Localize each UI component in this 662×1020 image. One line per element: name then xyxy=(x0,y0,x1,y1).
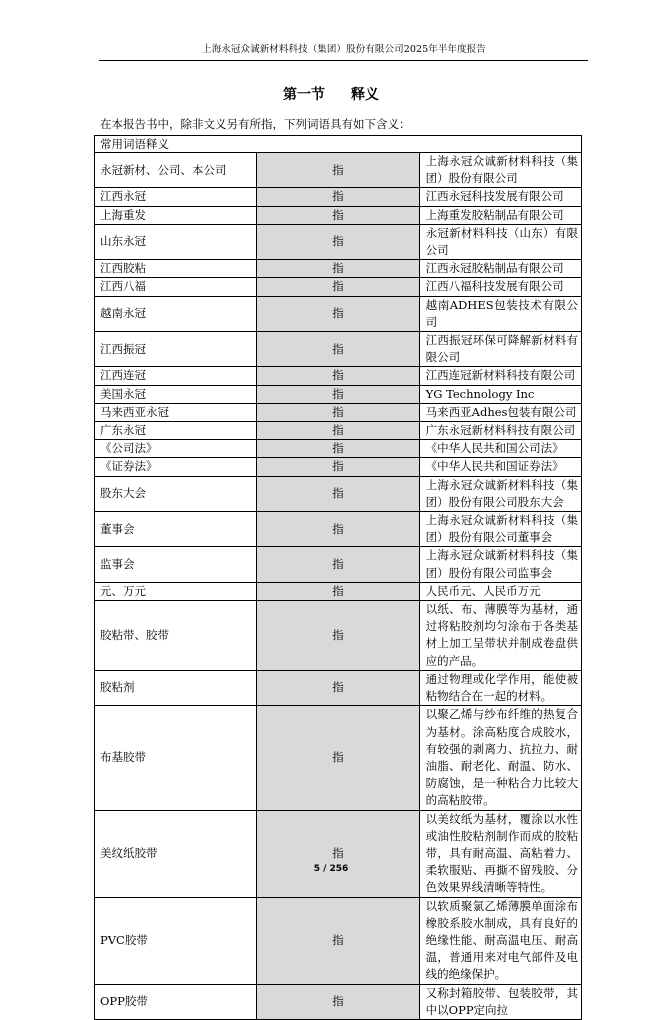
term-cell: 美国永冠 xyxy=(95,385,257,403)
term-cell: 董事会 xyxy=(95,512,257,547)
definition-cell: 江西永冠科技发展有限公司 xyxy=(419,188,581,206)
definition-cell: 通过物理或化学作用，能使被粘物结合在一起的材料。 xyxy=(419,670,581,705)
definition-cell: 广东永冠新材料科技有限公司 xyxy=(419,422,581,440)
intro-text: 在本报告书中，除非文义另有所指，下列词语具有如下含义： xyxy=(100,117,411,131)
table-row xyxy=(95,984,582,1019)
ref-cell: 指 xyxy=(257,385,419,403)
table-row xyxy=(95,440,582,458)
table-row xyxy=(95,897,582,984)
definitions-table xyxy=(94,135,582,1020)
term-cell: PVC胶带 xyxy=(95,897,257,984)
definition-cell: 《中华人民共和国证券法》 xyxy=(419,458,581,476)
definition-cell: 又称封箱胶带、包装胶带，其中以OPP定向拉 xyxy=(419,984,581,1019)
table-row xyxy=(95,458,582,476)
table-row xyxy=(95,547,582,582)
ref-cell: 指 xyxy=(257,224,419,259)
definition-cell: 越南ADHES包装技术有限公司 xyxy=(419,296,581,331)
term-cell: 美纹纸胶带 xyxy=(95,810,257,897)
definition-cell: 以美纹纸为基材，覆涂以水性或油性胶粘剂制作而成的胶粘带，具有耐高温、高粘着力、柔软服贴、再撕不留残胶、分色效果界线清晰等特性。 xyxy=(419,810,581,897)
definition-cell: 上海永冠众诚新材料科技（集团）股份有限公司 xyxy=(419,153,581,188)
table-row xyxy=(95,188,582,206)
ref-cell: 指 xyxy=(257,582,419,600)
ref-cell: 指 xyxy=(257,153,419,188)
page-header: 上海永冠众诚新材料科技（集团）股份有限公司2025年半年度报告 xyxy=(202,44,486,55)
term-cell: 马来西亚永冠 xyxy=(95,403,257,421)
term-cell: OPP胶带 xyxy=(95,984,257,1019)
term-cell: 山东永冠 xyxy=(95,224,257,259)
term-cell: 广东永冠 xyxy=(95,422,257,440)
ref-cell: 指 xyxy=(257,897,419,984)
definition-cell: 江西连冠新材料科技有限公司 xyxy=(419,367,581,385)
ref-cell: 指 xyxy=(257,278,419,296)
table-row xyxy=(95,260,582,278)
table-row xyxy=(95,706,582,810)
definition-cell: 《中华人民共和国公司法》 xyxy=(419,440,581,458)
table-row xyxy=(95,224,582,259)
term-cell: 《公司法》 xyxy=(95,440,257,458)
term-cell: 布基胶带 xyxy=(95,706,257,810)
table-row xyxy=(95,278,582,296)
definition-cell: 马来西亚Adhes包装有限公司 xyxy=(419,403,581,421)
ref-cell: 指 xyxy=(257,422,419,440)
table-row xyxy=(95,601,582,671)
ref-cell: 指 xyxy=(257,458,419,476)
term-cell: 胶粘剂 xyxy=(95,670,257,705)
table-row xyxy=(95,153,582,188)
definition-cell: 上海永冠众诚新材料科技（集团）股份有限公司股东大会 xyxy=(419,476,581,511)
term-cell: 元、万元 xyxy=(95,582,257,600)
ref-cell: 指 xyxy=(257,367,419,385)
term-cell: 上海重发 xyxy=(95,206,257,224)
term-cell: 股东大会 xyxy=(95,476,257,511)
ref-cell: 指 xyxy=(257,512,419,547)
ref-cell: 指 xyxy=(257,260,419,278)
table-row xyxy=(95,385,582,403)
page-number: 5 / 256 xyxy=(313,864,349,874)
term-cell: 越南永冠 xyxy=(95,296,257,331)
ref-cell: 指 xyxy=(257,296,419,331)
definition-cell: 江西八福科技发展有限公司 xyxy=(419,278,581,296)
definition-cell: 永冠新材料科技（山东）有限公司 xyxy=(419,224,581,259)
term-cell: 胶粘带、胶带 xyxy=(95,601,257,671)
table-row xyxy=(95,332,582,367)
definition-cell: 江西振冠环保可降解新材料有限公司 xyxy=(419,332,581,367)
term-cell: 江西胶粘 xyxy=(95,260,257,278)
table-row xyxy=(95,670,582,705)
term-cell: 江西永冠 xyxy=(95,188,257,206)
table-row xyxy=(95,296,582,331)
term-cell: 监事会 xyxy=(95,547,257,582)
ref-cell: 指 xyxy=(257,206,419,224)
term-cell: 《证券法》 xyxy=(95,458,257,476)
ref-cell: 指 xyxy=(257,810,419,897)
ref-cell: 指 xyxy=(257,476,419,511)
ref-cell: 指 xyxy=(257,984,419,1019)
section-title xyxy=(0,86,662,104)
definition-cell: 上海永冠众诚新材料科技（集团）股份有限公司监事会 xyxy=(419,547,581,582)
table-row xyxy=(95,476,582,511)
table-row xyxy=(95,367,582,385)
term-cell: 永冠新材、公司、本公司 xyxy=(95,153,257,188)
ref-cell: 指 xyxy=(257,332,419,367)
ref-cell: 指 xyxy=(257,670,419,705)
term-cell: 江西连冠 xyxy=(95,367,257,385)
table-row xyxy=(95,206,582,224)
definition-cell: 人民币元、人民币万元 xyxy=(419,582,581,600)
term-cell: 江西八福 xyxy=(95,278,257,296)
ref-cell: 指 xyxy=(257,403,419,421)
header-rule xyxy=(99,60,588,61)
section-number: 第一节 xyxy=(283,87,325,103)
table-group-header: 常用词语释义 xyxy=(95,136,582,153)
definition-cell: 上海重发胶粘制品有限公司 xyxy=(419,206,581,224)
ref-cell: 指 xyxy=(257,706,419,810)
definition-cell: 以聚乙烯与纱布纤维的热复合为基材。涂高粘度合成胶水，有较强的剥离力、抗拉力、耐油脂、耐老化、耐温、防水、防腐蚀，是一种粘合力比较大的高粘胶带。 xyxy=(419,706,581,810)
definition-cell: 上海永冠众诚新材料科技（集团）股份有限公司董事会 xyxy=(419,512,581,547)
table-row xyxy=(95,810,582,897)
table-row xyxy=(95,512,582,547)
definition-cell: 江西永冠胶粘制品有限公司 xyxy=(419,260,581,278)
ref-cell: 指 xyxy=(257,188,419,206)
table-group-header-row xyxy=(95,136,582,153)
definition-cell: 以纸、布、薄膜等为基材，通过将粘胶剂均匀涂布于各类基材上加工呈带状并制成卷盘供应的产品。 xyxy=(419,601,581,671)
ref-cell: 指 xyxy=(257,547,419,582)
table-row xyxy=(95,422,582,440)
definition-cell: 以软质聚氯乙烯薄膜单面涂布橡胶系胶水制成，具有良好的绝缘性能、耐高温电压、耐高温，普通用来对电气部件及电线的绝缘保护。 xyxy=(419,897,581,984)
table-row xyxy=(95,403,582,421)
definition-cell: YG Technology Inc xyxy=(419,385,581,403)
ref-cell: 指 xyxy=(257,440,419,458)
term-cell: 江西振冠 xyxy=(95,332,257,367)
table-row xyxy=(95,582,582,600)
section-name: 释义 xyxy=(351,87,379,103)
ref-cell: 指 xyxy=(257,601,419,671)
